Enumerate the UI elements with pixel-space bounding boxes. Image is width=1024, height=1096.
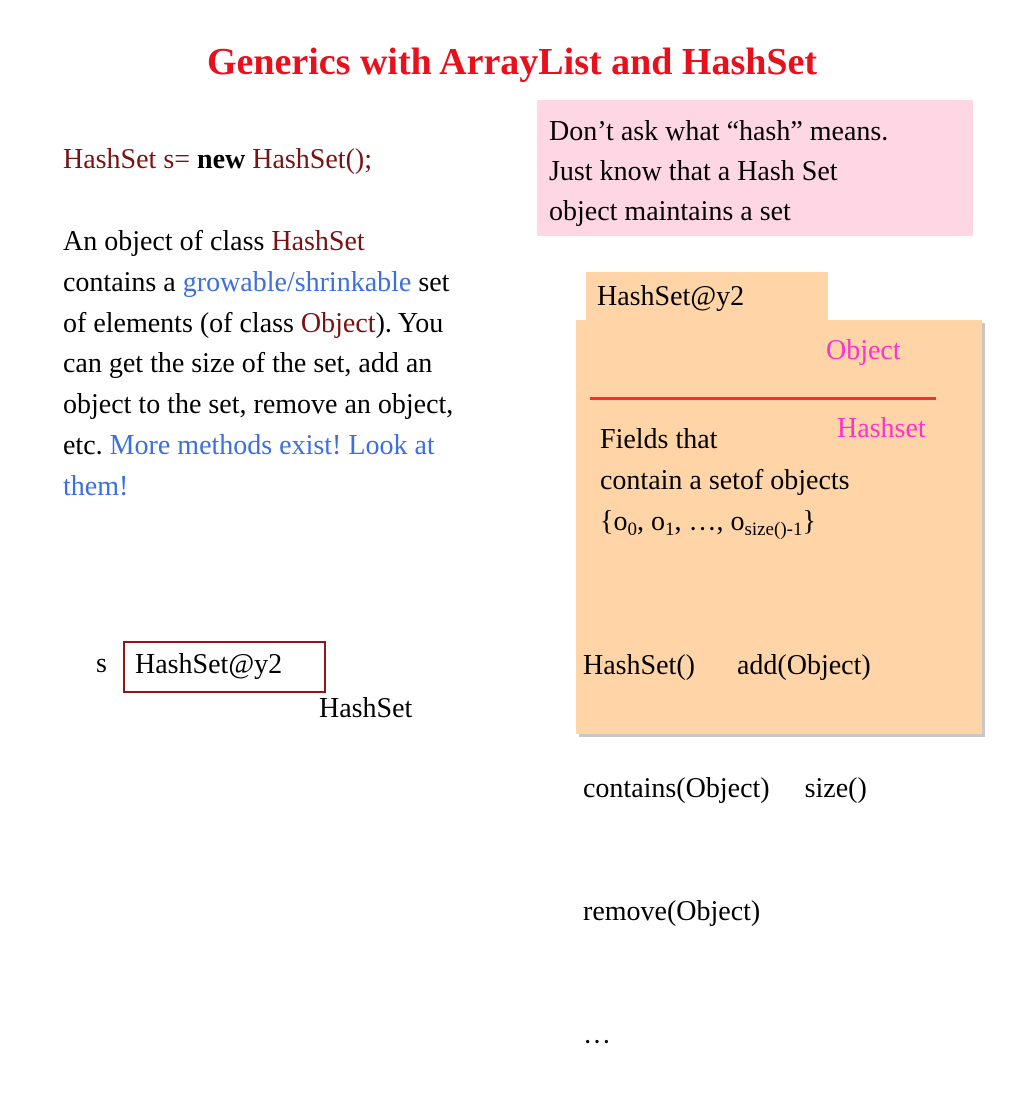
hashset-declaration bbox=[63, 144, 372, 176]
note-line-2: Just know that a Hash Set bbox=[549, 156, 838, 187]
note-line-3: object maintains a set bbox=[549, 196, 791, 227]
desc-class-object: Object bbox=[300, 307, 376, 339]
fields-description bbox=[600, 419, 850, 542]
set-sep-1: , o bbox=[636, 506, 665, 537]
fields-line-1: Fields that bbox=[600, 424, 718, 455]
partition-label-hashset: Hashset bbox=[837, 413, 926, 444]
methods-line-4: … bbox=[583, 1019, 611, 1050]
declaration-constructor: HashSet(); bbox=[245, 144, 373, 175]
methods-line-1: HashSet() add(Object) bbox=[583, 650, 871, 681]
subscript-last: size()-1 bbox=[744, 519, 803, 540]
methods-list bbox=[583, 563, 871, 1096]
methods-line-2: contains(Object) size() bbox=[583, 773, 867, 804]
fields-line-2: contain a setof objects bbox=[600, 465, 850, 496]
partition-label-object: Object bbox=[826, 335, 901, 366]
slide-title: Generics with ArrayList and HashSet bbox=[206, 41, 818, 83]
partition-divider bbox=[590, 397, 936, 400]
desc-text-4: ). You can get the size of the set, add an object to the set, remove an object, etc. bbox=[63, 307, 454, 461]
set-notation bbox=[600, 501, 850, 542]
variable-name: s bbox=[96, 648, 107, 679]
desc-text-1: An object of class bbox=[63, 226, 272, 257]
set-open: {o bbox=[600, 506, 628, 537]
desc-more-methods: More methods exist! Look at them! bbox=[63, 429, 435, 502]
subscript-1: 1 bbox=[664, 519, 675, 540]
note-line-1: Don’t ask what “hash” means. bbox=[549, 116, 889, 147]
set-close: } bbox=[802, 506, 816, 537]
subscript-0: 0 bbox=[627, 519, 637, 540]
desc-text-3: set of elements (of class bbox=[63, 266, 450, 339]
desc-class-hashset: HashSet bbox=[271, 226, 365, 257]
variable-value-box: HashSet@y2 bbox=[123, 641, 326, 693]
hash-note-box bbox=[537, 100, 973, 236]
object-folder-tab: HashSet@y2 bbox=[586, 272, 828, 322]
declaration-type: HashSet s= bbox=[63, 144, 198, 175]
new-keyword: new bbox=[197, 144, 246, 175]
methods-line-3: remove(Object) bbox=[583, 896, 761, 927]
hashset-description bbox=[63, 222, 463, 508]
variable-type: HashSet bbox=[319, 693, 413, 724]
set-sep-2: , …, o bbox=[674, 506, 745, 537]
desc-growable: growable/shrinkable bbox=[182, 266, 412, 298]
desc-text-2: contains a bbox=[63, 266, 183, 298]
